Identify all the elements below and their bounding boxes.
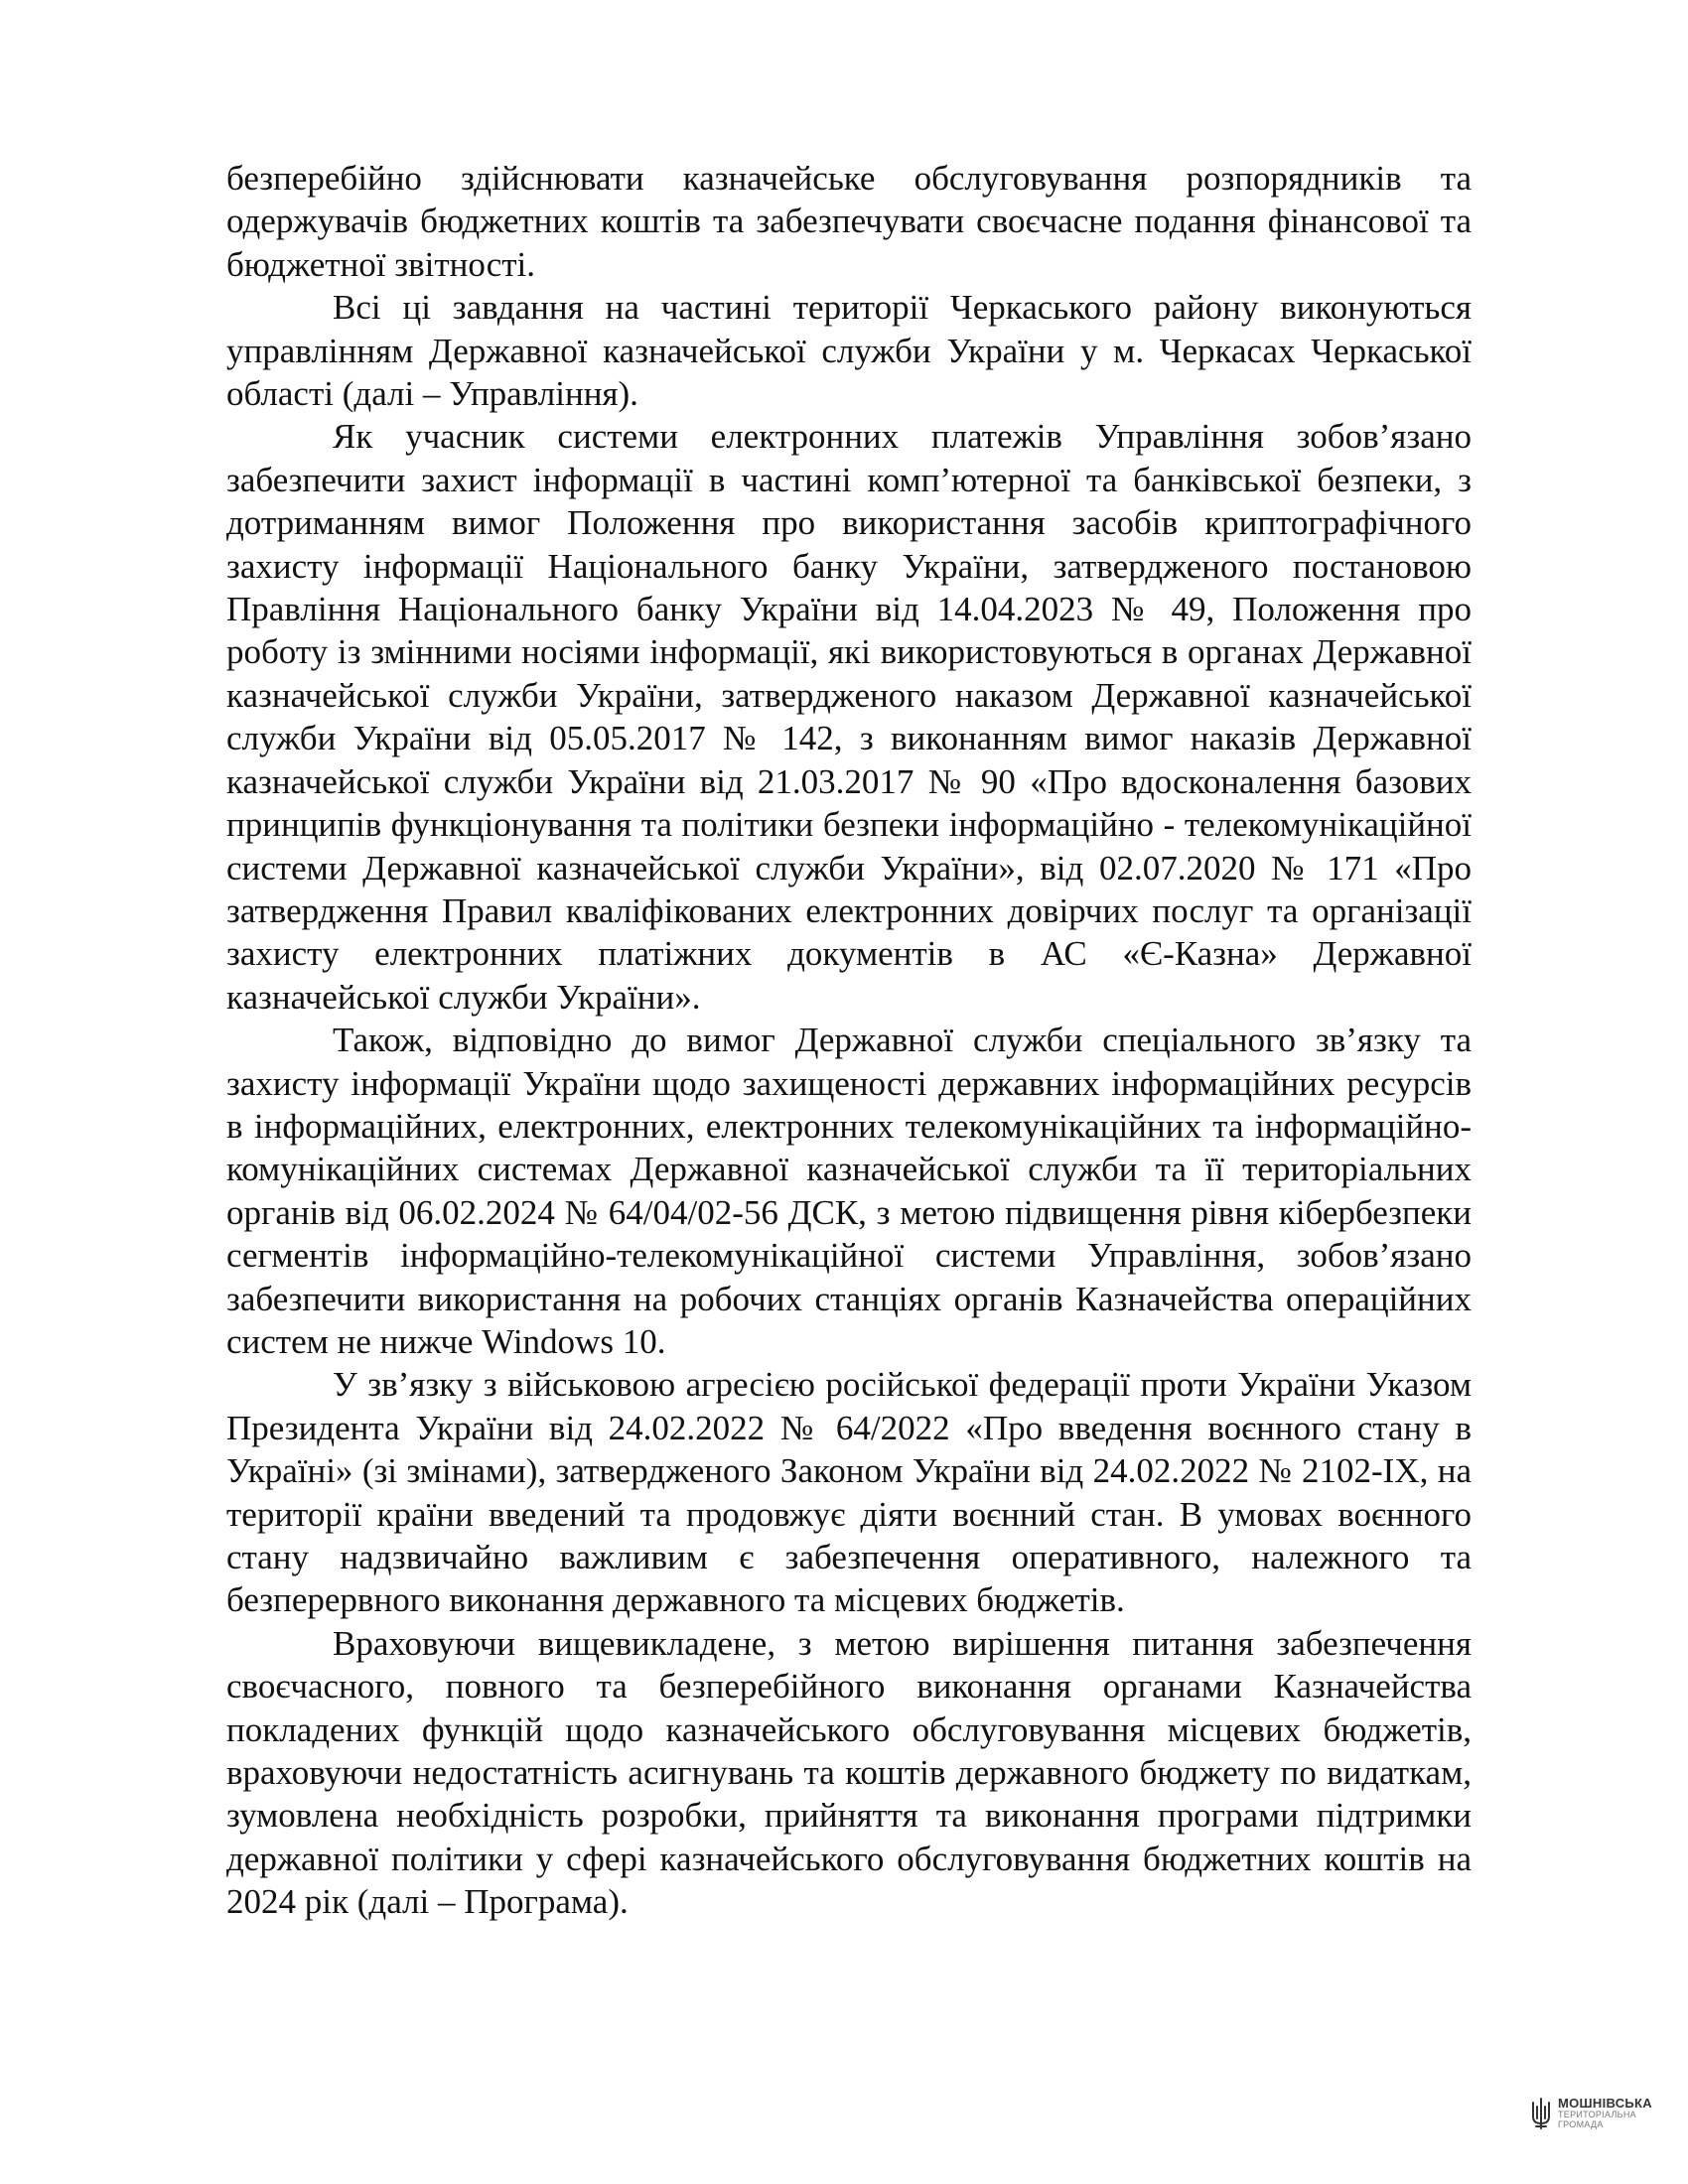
paragraph-continuation: безперебійно здійснювати казначейське обслуговування розпорядників та одержувачів бюджетних коштів та забезпечувати своєчасне подання фінансової та бюджетної звітності. — [226, 159, 1472, 284]
trident-icon — [1530, 2097, 1552, 2130]
paragraph-program-necessity: Враховуючи вищевикладене, з метою вирішення питання забезпечення своєчасного, повного та безперебійного виконання органами Казначейства покладених функцій щодо казначейського обслуговування місцевих бюджетів, враховуючи недостатність асигнувань та коштів державного бюджету по видаткам, зумовлена необхідність розробки, прийняття та виконання програми підтримки державної політики у сфері казначейського обслуговування бюджетних коштів на 2024 рік (далі – Програма). — [226, 1623, 1472, 1922]
paragraph-information-security: Як учасник системи електронних платежів Управління зобов’язано забезпечити захист інформації в частині комп’ютерної та банківської безпеки, з дотриманням вимог Положення про використання засобів криптографічного захисту інформації Національного банку України, затвердженого постановою Правління Національного банку України від 14.04.2023 № 49, Положення про роботу із змінними носіями інформації, які використовуються в органах Державної казначейської служби України, затвердженого наказом Державної казначейської служби України від 05.05.2017 № 142, з виконанням вимог наказів Державної казначейської служби України від 21.03.2017 № 90 «Про вдосконалення базових принципів функціонування та політики безпеки інформаційно - телекомунікаційної системи Державної казначейської служби України», від 02.07.2020 № 171 «Про затвердження Правил кваліфікованих електронних довірчих послуг та організації захисту електронних платіжних документів в АС «Є-Казна» Державної казначейської служби України». — [226, 417, 1472, 1017]
logo-subtitle-territorial: ТЕРИТОРІАЛЬНА — [1558, 2110, 1636, 2119]
paragraph-cybersecurity: Також, відповідно до вимог Державної служби спеціального зв’язку та захисту інформації України щодо захищеності державних інформаційних ресурсів в інформаційних, електронних, електронних телекомунікаційних та інформаційно-комунікаційних системах Державної казначейської служби та її територіальних органів від 06.02.2024 № 64/04/02-56 ДСК, з метою підвищення рівня кібербезпеки сегментів інформаційно-телекомунікаційної системи Управління, зобов’язано забезпечити використання на робочих станціях органів Казначейства операційних систем не нижче Windows 10. — [226, 1021, 1472, 1361]
logo-name: МОШНІВСЬКА — [1558, 2096, 1652, 2111]
logo-subtitle-community: ГРОМАДА — [1558, 2119, 1604, 2129]
community-logo — [1530, 2097, 1652, 2130]
paragraph-martial-law: У зв’язку з військовою агресією російської федерації проти України Указом Президента України від 24.02.2022 № 64/2022 «Про введення воєнного стану в Україні» (зі змінами), затвердженого Законом України від 24.02.2022 № 2102-ІХ, на території країни введений та продовжує діяти воєнний стан. В умовах воєнного стану надзвичайно важливим є забезпечення оперативного, належного та безперервного виконання державного та місцевих бюджетів. — [226, 1365, 1472, 1620]
document-page — [226, 157, 1472, 1924]
paragraph-cherkasy-tasks: Всі ці завдання на частині території Черкаського району виконуються управлінням Державної казначейської служби України у м. Черкасах Черкаської області (далі – Управління). — [226, 288, 1472, 414]
